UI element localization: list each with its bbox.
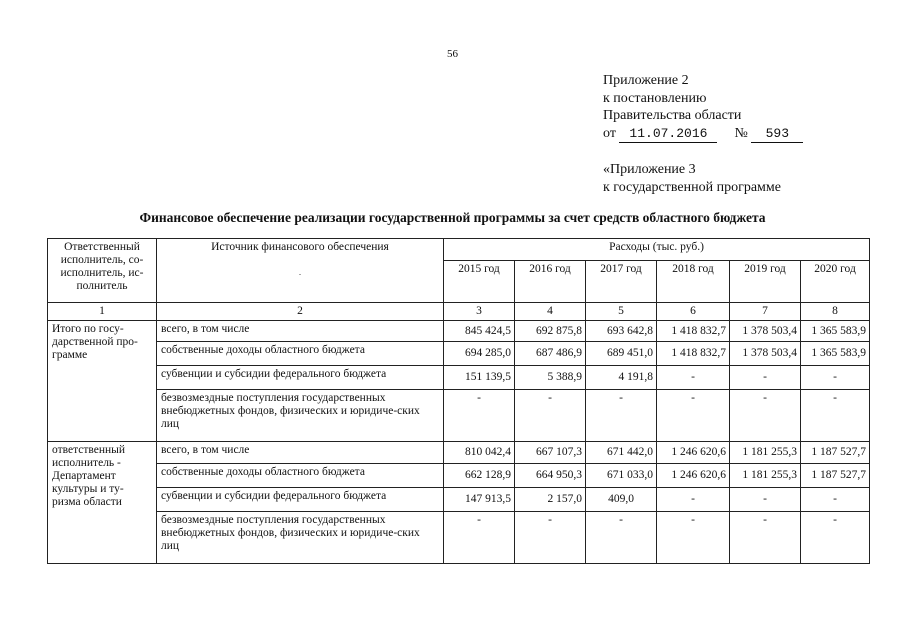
source-cell: всего, в том числе [157, 321, 444, 342]
value-cell: - [444, 512, 515, 564]
value-cell: 662 128,9 [444, 464, 515, 488]
col-number: 8 [801, 303, 870, 321]
appendix-line-1: Приложение 2 [603, 73, 689, 88]
source-cell: субвенции и субсидии федерального бюджета [157, 366, 444, 390]
col-number: 7 [730, 303, 801, 321]
table-row [48, 321, 870, 342]
value-cell: 1 181 255,3 [730, 464, 801, 488]
value-cell: 1 378 503,4 [730, 342, 801, 366]
value-cell: - [730, 488, 801, 512]
source-cell: всего, в том числе [157, 442, 444, 464]
value-cell: 845 424,5 [444, 321, 515, 342]
source-cell: безвозмездные поступления государственных внебюджетных фондов, физических и юридиче-ских лиц [157, 390, 444, 442]
value-cell: - [730, 366, 801, 390]
number-label: № [734, 125, 748, 141]
source-cell: безвозмездные поступления государственных внебюджетных фондов, физических и юридиче-ских лиц [157, 512, 444, 564]
col-number: 4 [515, 303, 586, 321]
header-expenses: Расходы (тыс. руб.) [444, 239, 870, 261]
value-cell: - [515, 512, 586, 564]
header-year: 2015 год [444, 261, 515, 303]
header-year: 2018 год [657, 261, 730, 303]
value-cell: 687 486,9 [515, 342, 586, 366]
value-cell: 1 246 620,6 [657, 464, 730, 488]
value-cell: 5 388,9 [515, 366, 586, 390]
value-cell: 693 642,8 [586, 321, 657, 342]
value-cell: - [657, 488, 730, 512]
value-cell: 151 139,5 [444, 366, 515, 390]
value-cell: - [801, 488, 870, 512]
value-cell: 1 187 527,7 [801, 464, 870, 488]
table-row [48, 464, 870, 488]
page-number: 56 [447, 48, 458, 60]
appendix-line-2: к постановлению [603, 90, 707, 106]
appendix-line-3: Правительства области [603, 108, 742, 123]
header-source-label: Источник финансового обеспечения [211, 241, 389, 253]
resolution-date: 11.07.2016 [619, 125, 717, 144]
value-cell: 1 246 620,6 [657, 442, 730, 464]
table-row [48, 342, 870, 366]
value-cell: 409,0 [586, 488, 657, 512]
header-year: 2016 год [515, 261, 586, 303]
from-label: от [603, 125, 616, 141]
responsible-cell: ответственный исполнитель - Департамент культуры и ту-ризма области [48, 442, 157, 564]
col-number: 6 [657, 303, 730, 321]
appendix-line-5: «Приложение 3 [603, 162, 696, 177]
col-number: 5 [586, 303, 657, 321]
value-cell: - [730, 512, 801, 564]
value-cell: 667 107,3 [515, 442, 586, 464]
col-number: 3 [444, 303, 515, 321]
value-cell: 664 950,3 [515, 464, 586, 488]
value-cell: - [444, 390, 515, 442]
value-cell: - [515, 390, 586, 442]
value-cell: - [801, 390, 870, 442]
source-cell: собственные доходы областного бюджета [157, 464, 444, 488]
header-responsible: Ответственный исполнитель, со-исполнитель, ис-полнитель [48, 239, 157, 303]
value-cell: - [586, 390, 657, 442]
value-cell: 4 191,8 [586, 366, 657, 390]
table-row [48, 390, 870, 442]
document-title: Финансовое обеспечение реализации государственной программы за счет средств областного бюджета [139, 210, 766, 225]
value-cell: 694 285,0 [444, 342, 515, 366]
value-cell: - [657, 366, 730, 390]
table-row [48, 488, 870, 512]
col-number: 2 [157, 303, 444, 321]
value-cell: - [801, 512, 870, 564]
value-cell: - [586, 512, 657, 564]
header-year: 2019 год [730, 261, 801, 303]
responsible-cell: Итого по госу-дарственной про-грамме [48, 321, 157, 442]
appendix-block [603, 72, 803, 196]
financing-table [47, 238, 870, 564]
header-year: 2017 год [586, 261, 657, 303]
value-cell: 1 187 527,7 [801, 442, 870, 464]
value-cell: - [657, 390, 730, 442]
table-row [48, 512, 870, 564]
value-cell: 1 418 832,7 [657, 342, 730, 366]
table-row [48, 366, 870, 390]
value-cell: 689 451,0 [586, 342, 657, 366]
value-cell: 671 442,0 [586, 442, 657, 464]
table-row [48, 442, 870, 464]
header-source [157, 239, 444, 303]
col-number: 1 [48, 303, 157, 321]
value-cell: 671 033,0 [586, 464, 657, 488]
value-cell: 810 042,4 [444, 442, 515, 464]
appendix-line-6: к государственной программе [603, 179, 781, 195]
source-cell: собственные доходы областного бюджета [157, 342, 444, 366]
value-cell: 1 378 503,4 [730, 321, 801, 342]
value-cell: - [657, 512, 730, 564]
value-cell: 692 875,8 [515, 321, 586, 342]
value-cell: - [730, 390, 801, 442]
value-cell: 1 365 583,9 [801, 321, 870, 342]
source-cell: субвенции и субсидии федерального бюджета [157, 488, 444, 512]
value-cell: 1 418 832,7 [657, 321, 730, 342]
header-dot: . [299, 268, 301, 277]
appendix-date-line [603, 125, 803, 144]
resolution-number: 593 [751, 125, 803, 144]
value-cell: 1 181 255,3 [730, 442, 801, 464]
value-cell: 147 913,5 [444, 488, 515, 512]
value-cell: - [801, 366, 870, 390]
header-year: 2020 год [801, 261, 870, 303]
value-cell: 1 365 583,9 [801, 342, 870, 366]
value-cell: 2 157,0 [515, 488, 586, 512]
